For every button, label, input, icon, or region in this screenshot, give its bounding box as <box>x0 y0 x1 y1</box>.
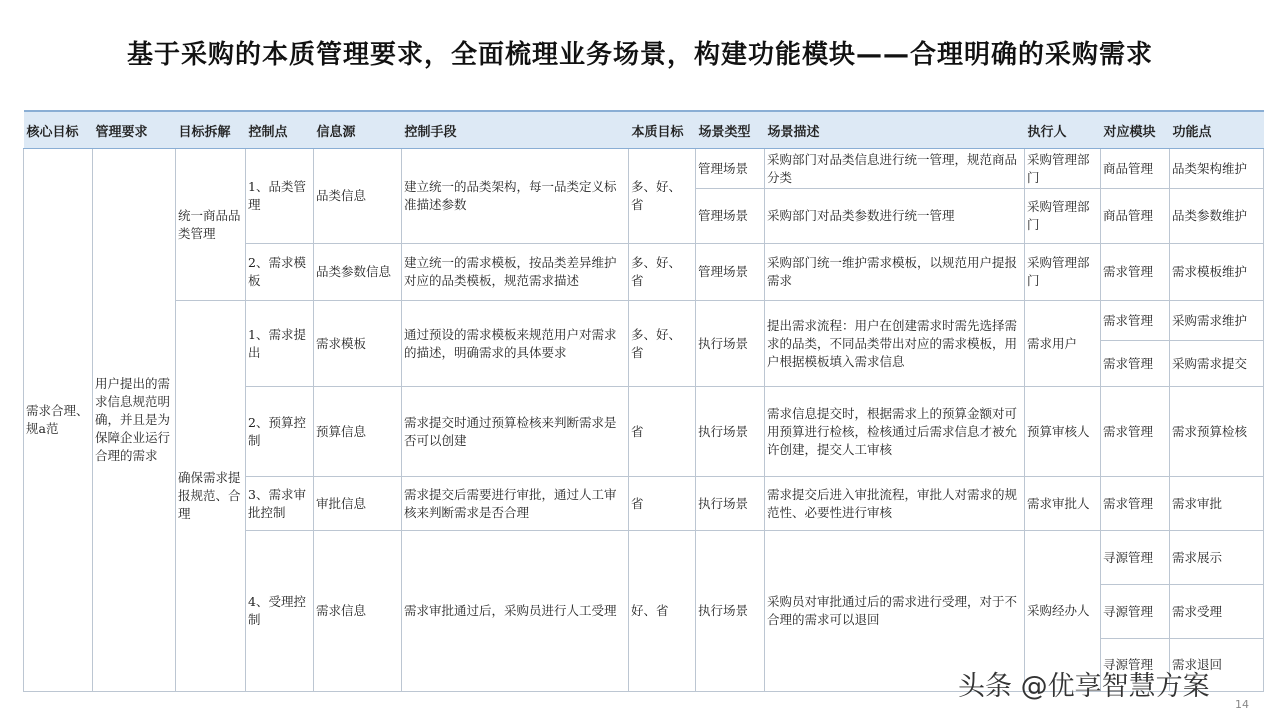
actor-cell: 采购管理部门 <box>1025 149 1101 189</box>
function-cell: 品类参数维护 <box>1170 189 1264 244</box>
module-cell: 需求管理 <box>1101 301 1170 341</box>
control-point-cell: 1、品类管理 <box>246 149 314 244</box>
essence-cell: 多、好、省 <box>629 301 696 387</box>
source-cell: 需求信息 <box>314 531 402 692</box>
actor-cell: 采购管理部门 <box>1025 189 1101 244</box>
control-point-cell: 1、需求提出 <box>246 301 314 387</box>
column-header: 核心目标 <box>24 111 93 149</box>
actor-cell: 需求用户 <box>1025 301 1101 387</box>
function-cell: 采购需求提交 <box>1170 341 1264 387</box>
function-cell: 需求受理 <box>1170 585 1264 639</box>
actor-cell: 需求审批人 <box>1025 477 1101 531</box>
module-cell: 需求管理 <box>1101 477 1170 531</box>
function-cell: 需求退回 <box>1170 639 1264 692</box>
means-cell: 需求提交时通过预算检核来判断需求是否可以创建 <box>402 387 629 477</box>
column-header: 本质目标 <box>629 111 696 149</box>
scene-desc-cell: 采购员对审批通过后的需求进行受理，对于不合理的需求可以退回 <box>765 531 1025 692</box>
module-cell: 商品管理 <box>1101 189 1170 244</box>
module-cell: 需求管理 <box>1101 244 1170 301</box>
control-point-cell: 4、受理控制 <box>246 531 314 692</box>
module-cell: 寻源管理 <box>1101 585 1170 639</box>
actor-cell: 采购管理部门 <box>1025 244 1101 301</box>
means-cell: 需求审批通过后，采购员进行人工受理 <box>402 531 629 692</box>
module-cell: 寻源管理 <box>1101 639 1170 692</box>
means-cell: 通过预设的需求模板来规范用户对需求的描述，明确需求的具体要求 <box>402 301 629 387</box>
means-cell: 需求提交后需要进行审批，通过人工审核来判断需求是否合理 <box>402 477 629 531</box>
column-header: 对应模块 <box>1101 111 1170 149</box>
function-cell: 需求展示 <box>1170 531 1264 585</box>
source-cell: 品类参数信息 <box>314 244 402 301</box>
essence-cell: 省 <box>629 477 696 531</box>
requirements-table <box>23 110 1264 692</box>
function-cell: 采购需求维护 <box>1170 301 1264 341</box>
column-header: 控制点 <box>246 111 314 149</box>
means-cell: 建立统一的品类架构，每一品类定义标准描述参数 <box>402 149 629 244</box>
column-header: 管理要求 <box>93 111 176 149</box>
scene-desc-cell: 采购部门对品类参数进行统一管理 <box>765 189 1025 244</box>
function-cell: 需求预算检核 <box>1170 387 1264 477</box>
column-header: 目标拆解 <box>176 111 246 149</box>
scene-type-cell: 执行场景 <box>696 301 765 387</box>
scene-type-cell: 执行场景 <box>696 531 765 692</box>
column-header: 信息源 <box>314 111 402 149</box>
table-header-row <box>24 111 1264 149</box>
scene-type-cell: 管理场景 <box>696 149 765 189</box>
table-row <box>24 301 1264 341</box>
scene-desc-cell: 采购部门统一维护需求模板，以规范用户提报需求 <box>765 244 1025 301</box>
scene-desc-cell: 提出需求流程：用户在创建需求时需先选择需求的品类，不同品类带出对应的需求模板，用户根据模板填入需求信息 <box>765 301 1025 387</box>
essence-cell: 多、好、省 <box>629 149 696 244</box>
function-cell: 需求模板维护 <box>1170 244 1264 301</box>
module-cell: 需求管理 <box>1101 387 1170 477</box>
goal-cell: 确保需求提报规范、合理 <box>176 301 246 692</box>
goal-cell: 统一商品品类管理 <box>176 149 246 301</box>
scene-desc-cell: 需求提交后进入审批流程，审批人对需求的规范性、必要性进行审核 <box>765 477 1025 531</box>
column-header: 场景描述 <box>765 111 1025 149</box>
scene-type-cell: 执行场景 <box>696 387 765 477</box>
column-header: 控制手段 <box>402 111 629 149</box>
function-cell: 品类架构维护 <box>1170 149 1264 189</box>
means-cell: 建立统一的需求模板，按品类差异维护对应的品类模板，规范需求描述 <box>402 244 629 301</box>
column-header: 功能点 <box>1170 111 1264 149</box>
core-goal-cell: 需求合理、规a范 <box>24 149 93 692</box>
scene-type-cell: 执行场景 <box>696 477 765 531</box>
source-cell: 审批信息 <box>314 477 402 531</box>
column-header: 执行人 <box>1025 111 1101 149</box>
watermark: 头条 @优享智慧方案 <box>958 671 1210 702</box>
control-point-cell: 2、预算控制 <box>246 387 314 477</box>
actor-cell: 预算审核人 <box>1025 387 1101 477</box>
page-number: 14 <box>1235 698 1249 711</box>
page-title: 基于采购的本质管理要求，全面梳理业务场景，构建功能模块——合理明确的采购需求 <box>126 40 1153 70</box>
control-point-cell: 2、需求模板 <box>246 244 314 301</box>
mgmt-req-cell: 用户提出的需求信息规范明确，并且是为保障企业运行合理的需求 <box>93 149 176 692</box>
scene-type-cell: 管理场景 <box>696 244 765 301</box>
control-point-cell: 3、需求审批控制 <box>246 477 314 531</box>
function-cell: 需求审批 <box>1170 477 1264 531</box>
scene-desc-cell: 需求信息提交时，根据需求上的预算金额对可用预算进行检核，检核通过后需求信息才被允许创建，提交人工审核 <box>765 387 1025 477</box>
essence-cell: 多、好、省 <box>629 244 696 301</box>
module-cell: 需求管理 <box>1101 341 1170 387</box>
essence-cell: 省 <box>629 387 696 477</box>
source-cell: 需求模板 <box>314 301 402 387</box>
actor-cell: 采购经办人 <box>1025 531 1101 692</box>
essence-cell: 好、省 <box>629 531 696 692</box>
table-row <box>24 149 1264 189</box>
source-cell: 预算信息 <box>314 387 402 477</box>
scene-desc-cell: 采购部门对品类信息进行统一管理，规范商品分类 <box>765 149 1025 189</box>
column-header: 场景类型 <box>696 111 765 149</box>
module-cell: 商品管理 <box>1101 149 1170 189</box>
module-cell: 寻源管理 <box>1101 531 1170 585</box>
scene-type-cell: 管理场景 <box>696 189 765 244</box>
source-cell: 品类信息 <box>314 149 402 244</box>
